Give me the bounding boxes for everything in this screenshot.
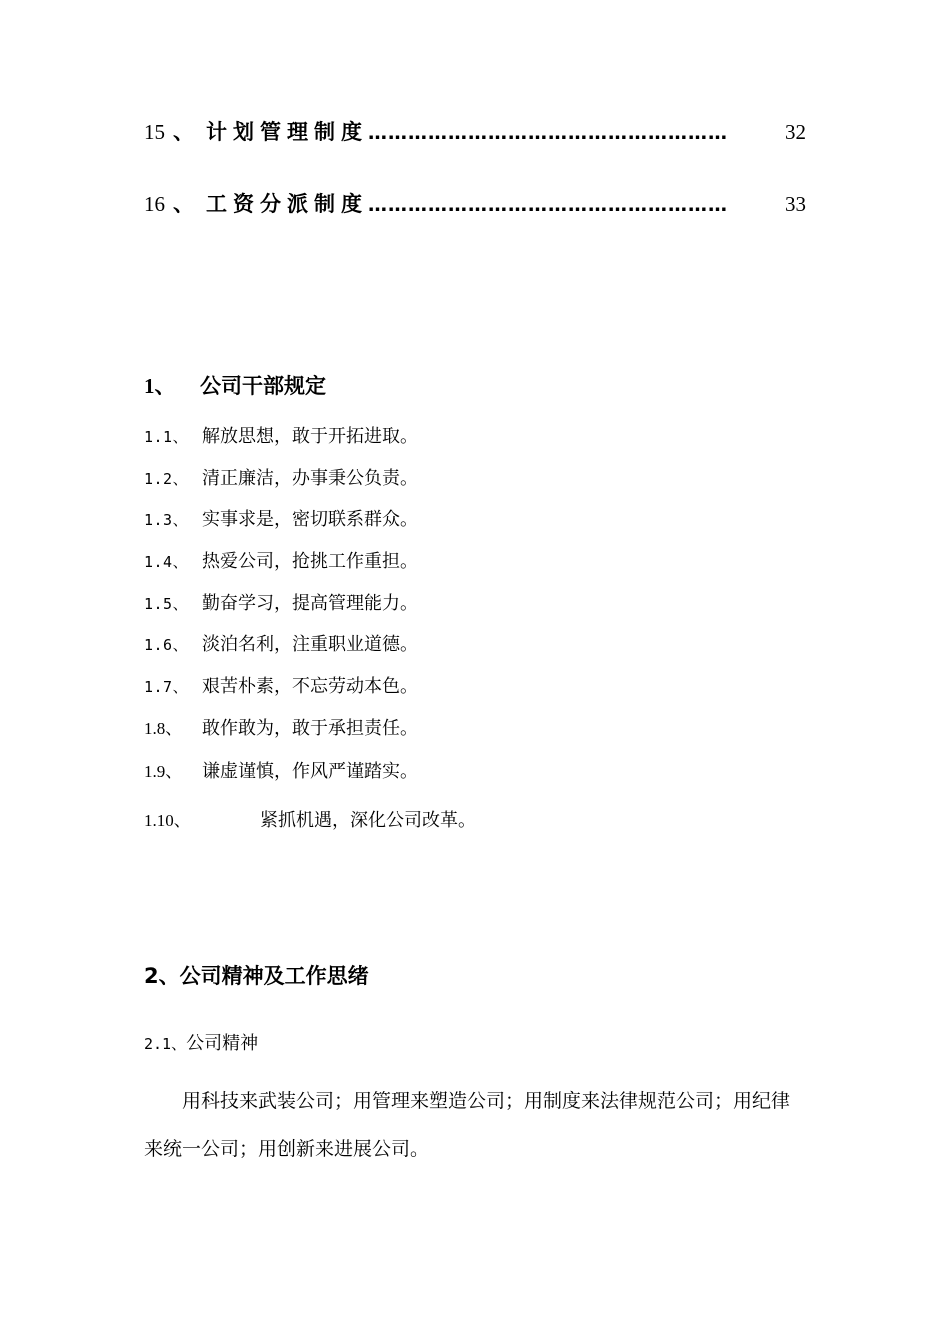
company-spirit-paragraph: 用科技来武装公司；用管理来塑造公司；用制度来法律规范公司；用纪律来统一公司；用创新来进展公司。 — [144, 1090, 791, 1160]
section-2-heading: 2、公司精神及工作思绪 — [144, 964, 369, 988]
toc-page-number: 33 — [785, 192, 806, 216]
item-text: 勤奋学习，提高管理能力。 — [202, 593, 418, 614]
list-item — [144, 716, 418, 742]
toc-number: 16 — [144, 192, 165, 216]
toc-leader-dots: ……………………………………………… — [368, 122, 728, 144]
toc-entry-16[interactable] — [144, 188, 806, 218]
item-number: 1.5、 — [144, 595, 189, 613]
toc-number: 15 — [144, 120, 165, 144]
item-text: 实事求是，密切联系群众。 — [202, 509, 418, 530]
item-text: 解放思想，敢于开拓进取。 — [202, 426, 418, 447]
section-1-heading — [144, 370, 326, 400]
list-item — [144, 674, 418, 700]
item-number: 1.9、 — [144, 762, 183, 781]
item-number: 1.6、 — [144, 636, 189, 654]
list-item — [144, 591, 418, 617]
section-number: 1、 — [144, 374, 176, 398]
item-number: 1.4、 — [144, 553, 189, 571]
item-text: 紧抓机遇，深化公司改革。 — [260, 810, 476, 831]
subsection-number: 2.1、 — [144, 1035, 187, 1053]
item-number: 1.8、 — [144, 719, 183, 738]
item-text: 艰苦朴素，不忘劳动本色。 — [202, 676, 418, 697]
toc-leader-dots: ……………………………………………… — [368, 194, 728, 216]
item-number: 1.2、 — [144, 470, 189, 488]
list-item — [144, 549, 418, 575]
subsection-title: 公司精神 — [186, 1033, 259, 1054]
item-text: 热爱公司，抢挑工作重担。 — [202, 551, 418, 572]
list-item — [144, 424, 418, 450]
toc-title: 工资分派制度 — [206, 192, 368, 216]
list-item — [144, 632, 418, 658]
item-number: 1.3、 — [144, 511, 189, 529]
toc-title: 计划管理制度 — [206, 120, 368, 144]
item-number: 1.10、 — [144, 811, 191, 830]
list-item — [144, 466, 418, 492]
item-text: 谦虚谨慎，作风严谨踏实。 — [202, 761, 418, 782]
toc-separator: 、 — [173, 192, 194, 216]
item-text: 清正廉洁，办事秉公负责。 — [202, 468, 418, 489]
toc-page-number: 32 — [785, 120, 806, 144]
list-item — [144, 759, 418, 785]
item-text: 淡泊名利，注重职业道德。 — [202, 634, 418, 655]
item-number: 1.7、 — [144, 678, 189, 696]
toc-separator: 、 — [173, 120, 194, 144]
subsection-heading — [144, 1029, 258, 1055]
section-title: 公司干部规定 — [200, 374, 326, 398]
item-text: 敢作敢为，敢于承担责任。 — [202, 718, 418, 739]
item-number: 1.1、 — [144, 428, 189, 446]
toc-entry-15[interactable] — [144, 116, 806, 146]
list-item — [144, 808, 476, 834]
list-item — [144, 507, 418, 533]
